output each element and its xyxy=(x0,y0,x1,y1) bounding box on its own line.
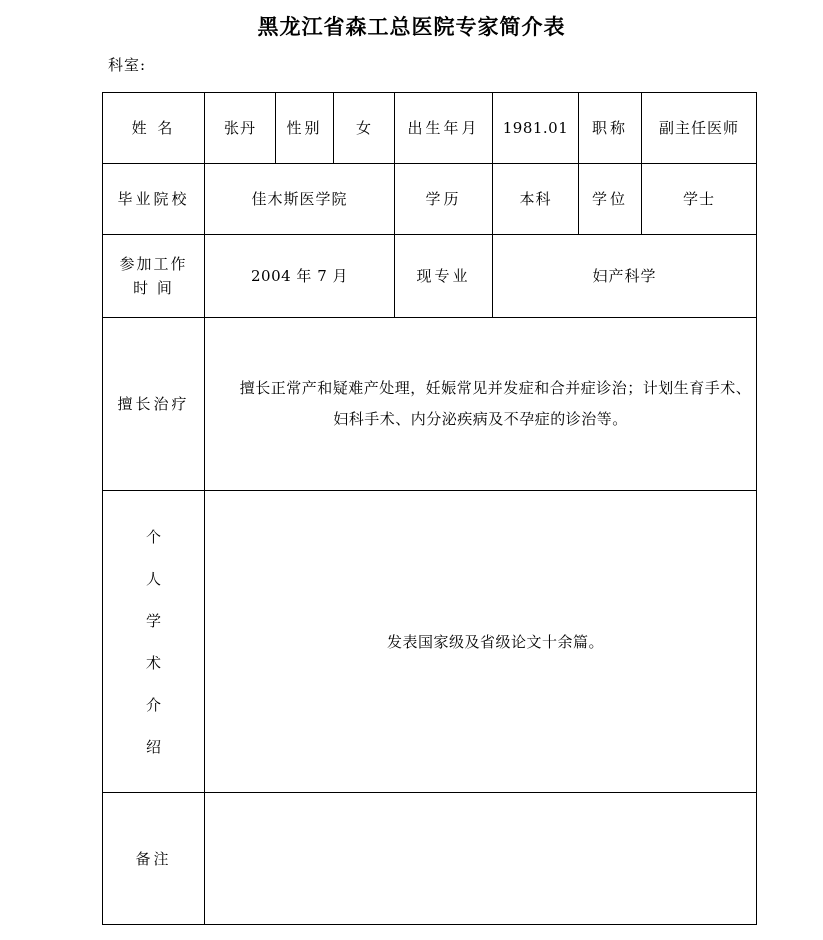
degree-level-value: 本科 xyxy=(493,164,579,235)
birth-date-value: 1981.01 xyxy=(493,93,579,164)
expertise-content xyxy=(205,318,757,491)
work-start-label-line2: 时 间 xyxy=(133,279,174,297)
gender-label: 性别 xyxy=(276,93,334,164)
work-start-label xyxy=(103,235,205,318)
birth-date-label: 出生年月 xyxy=(395,93,493,164)
expert-profile-table xyxy=(102,92,757,925)
job-title-value: 副主任医师 xyxy=(642,93,757,164)
work-start-value: 2004 年 7 月 xyxy=(205,235,395,318)
table-row-education xyxy=(103,164,757,235)
academic-label-char-3: 术 xyxy=(145,653,161,672)
academic-label-char-0: 个 xyxy=(145,527,161,546)
degree-value: 学士 xyxy=(642,164,757,235)
academic-text: 发表国家级及省级论文十余篇。 xyxy=(386,632,604,651)
department-label: 科室: xyxy=(108,56,147,75)
academic-label-char-2: 学 xyxy=(145,611,161,630)
academic-label-vertical xyxy=(103,491,204,792)
name-value: 张丹 xyxy=(205,93,276,164)
degree-label: 学位 xyxy=(579,164,642,235)
academic-content xyxy=(205,491,757,793)
page-title: 黑龙江省森工总医院专家简介表 xyxy=(257,14,566,39)
table-row-expertise xyxy=(103,318,757,491)
job-title-label: 职称 xyxy=(579,93,642,164)
specialty-label: 现专业 xyxy=(395,235,493,318)
school-value: 佳木斯医学院 xyxy=(205,164,395,235)
degree-level-label: 学历 xyxy=(395,164,493,235)
remarks-label: 备注 xyxy=(103,793,205,925)
academic-label-char-4: 介 xyxy=(145,695,161,714)
table-row-remarks xyxy=(103,793,757,925)
specialty-value: 妇产科学 xyxy=(493,235,757,318)
work-start-label-line1: 参加工作 xyxy=(119,255,188,273)
expertise-label: 擅长治疗 xyxy=(103,318,205,491)
table-row-academic xyxy=(103,491,757,793)
department-line xyxy=(0,40,823,75)
name-label: 姓 名 xyxy=(103,93,205,164)
table-row-name xyxy=(103,93,757,164)
expertise-text: 擅长正常产和疑难产处理，妊娠常见并发症和合并症诊治；计划生育手术、妇科手术、内分泌疾病及不孕症的诊治等。 xyxy=(239,379,752,428)
academic-label-char-5: 绍 xyxy=(145,737,161,756)
school-label: 毕业院校 xyxy=(103,164,205,235)
table-row-work xyxy=(103,235,757,318)
gender-value: 女 xyxy=(334,93,395,164)
remarks-content xyxy=(205,793,757,925)
academic-label-cell xyxy=(103,491,205,793)
academic-label-char-1: 人 xyxy=(145,569,161,588)
